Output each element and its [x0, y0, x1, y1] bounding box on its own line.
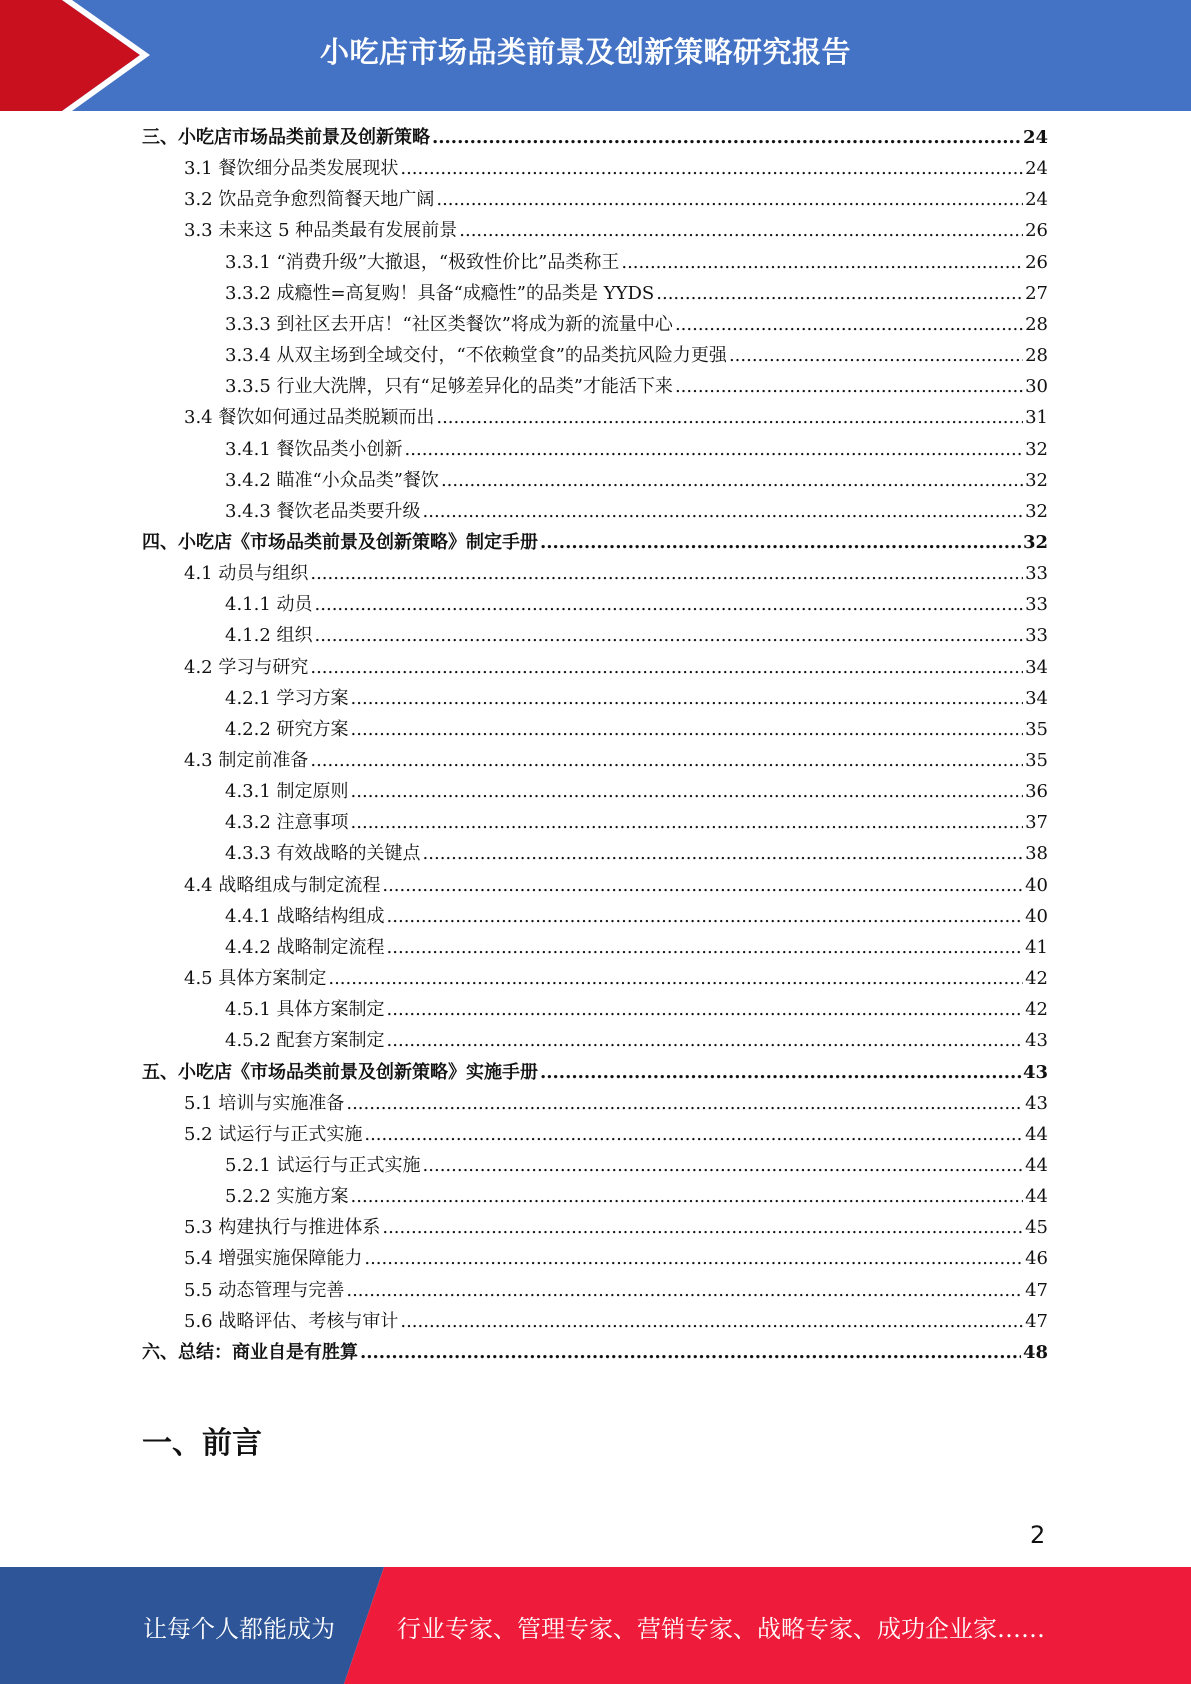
toc-entry[interactable] — [184, 220, 1048, 242]
toc-entry-page: 45 — [1025, 1217, 1048, 1239]
toc-dot-leader — [656, 283, 1023, 305]
toc-entry-page: 43 — [1025, 1030, 1048, 1052]
toc-entry-label: 4.1.2 组织 — [225, 625, 313, 647]
toc-entry[interactable] — [184, 1093, 1048, 1115]
section-heading: 一、前言 — [142, 1426, 262, 1461]
toc-entry-label: 4.5.2 配套方案制定 — [225, 1030, 385, 1052]
toc-entry-label: 3.3 未来这 5 种品类最有发展前景 — [184, 220, 458, 242]
toc-dot-leader — [400, 158, 1023, 180]
toc-dot-leader — [351, 719, 1024, 741]
toc-entry-label: 4.1.1 动员 — [225, 594, 313, 616]
toc-entry[interactable] — [142, 1062, 1048, 1084]
toc-entry-label: 5.2.1 试运行与正式实施 — [225, 1154, 421, 1176]
toc-dot-leader — [540, 1062, 1021, 1084]
toc-entry-label: 5.5 动态管理与完善 — [184, 1279, 345, 1301]
toc-entry-page: 27 — [1025, 282, 1048, 304]
toc-entry-page: 47 — [1025, 1310, 1048, 1332]
toc-entry-label: 3.4.3 餐饮老品类要升级 — [225, 500, 421, 522]
toc-entry-page: 42 — [1025, 999, 1048, 1021]
toc-entry[interactable] — [184, 1311, 1048, 1333]
toc-entry[interactable] — [184, 563, 1048, 585]
toc-entry[interactable] — [225, 501, 1048, 523]
toc-entry-label: 3.4 餐饮如何通过品类脱颖而出 — [184, 407, 435, 429]
toc-entry-label: 3.1 餐饮细分品类发展现状 — [184, 158, 399, 180]
toc-entry[interactable] — [225, 345, 1048, 367]
toc-entry[interactable] — [225, 439, 1048, 461]
toc-entry-page: 37 — [1025, 812, 1048, 834]
toc-entry[interactable] — [225, 688, 1048, 710]
toc-entry-label: 4.4 战略组成与制定流程 — [184, 874, 381, 896]
toc-entry-label: 5.2.2 实施方案 — [225, 1186, 349, 1208]
toc-dot-leader — [423, 1155, 1024, 1177]
toc-entry-page: 24 — [1025, 158, 1048, 180]
toc-entry[interactable] — [225, 376, 1048, 398]
toc-entry[interactable] — [225, 999, 1048, 1021]
toc-entry[interactable] — [142, 127, 1048, 149]
toc-entry[interactable] — [142, 1342, 1048, 1364]
toc-dot-leader — [400, 1311, 1023, 1333]
toc-entry-label: 4.5 具体方案制定 — [184, 968, 327, 990]
toc-entry-label: 5.1 培训与实施准备 — [184, 1092, 345, 1114]
toc-entry-page: 24 — [1025, 189, 1048, 211]
toc-entry-page: 48 — [1022, 1341, 1048, 1363]
toc-entry-page: 40 — [1025, 874, 1048, 896]
toc-entry-page: 28 — [1025, 345, 1048, 367]
toc-entry[interactable] — [225, 906, 1048, 928]
toc-entry-page: 46 — [1025, 1248, 1048, 1270]
toc-dot-leader — [346, 1093, 1023, 1115]
toc-dot-leader — [382, 1217, 1023, 1239]
page-footer — [0, 1567, 1191, 1684]
toc-entry-page: 42 — [1025, 968, 1048, 990]
header-title: 小吃店市场品类前景及创新策略研究报告 — [320, 35, 852, 69]
toc-entry[interactable] — [225, 625, 1048, 647]
toc-entry-label: 五、小吃店《市场品类前景及创新策略》实施手册 — [142, 1061, 538, 1083]
toc-dot-leader — [423, 843, 1024, 865]
toc-entry-page: 33 — [1025, 563, 1048, 585]
toc-dot-leader — [540, 532, 1021, 554]
toc-entry-page: 34 — [1025, 687, 1048, 709]
toc-dot-leader — [360, 1342, 1021, 1364]
toc-entry[interactable] — [184, 875, 1048, 897]
toc-entry[interactable] — [184, 1280, 1048, 1302]
page-number: 2 — [1030, 1521, 1046, 1549]
toc-entry[interactable] — [225, 781, 1048, 803]
toc-entry[interactable] — [225, 283, 1048, 305]
toc-entry-page: 24 — [1022, 127, 1048, 148]
toc-dot-leader — [364, 1124, 1023, 1146]
toc-entry-page: 35 — [1025, 718, 1048, 740]
toc-entry-page: 41 — [1025, 936, 1048, 958]
toc-entry-label: 4.1 动员与组织 — [184, 563, 309, 585]
toc-entry-page: 47 — [1025, 1279, 1048, 1301]
toc-dot-leader — [382, 875, 1023, 897]
toc-dot-leader — [310, 750, 1023, 772]
toc-entry-label: 3.4.1 餐饮品类小创新 — [225, 438, 403, 460]
toc-entry[interactable] — [142, 532, 1048, 554]
toc-entry-label: 4.3.3 有效战略的关键点 — [225, 843, 421, 865]
toc-entry-page: 44 — [1025, 1154, 1048, 1176]
toc-entry[interactable] — [225, 843, 1048, 865]
toc-dot-leader — [387, 999, 1024, 1021]
toc-dot-leader — [441, 470, 1023, 492]
toc-entry[interactable] — [184, 657, 1048, 679]
toc-dot-leader — [423, 501, 1024, 523]
toc-entry-label: 3.3.2 成瘾性=高复购！具备“成瘾性”的品类是 YYDS — [225, 282, 655, 304]
toc-entry[interactable] — [184, 158, 1048, 180]
toc-entry-page: 32 — [1022, 531, 1048, 553]
toc-entry-page: 32 — [1025, 438, 1048, 460]
toc-entry-page: 38 — [1025, 843, 1048, 865]
toc-dot-leader — [459, 220, 1023, 242]
toc-dot-leader — [310, 563, 1023, 585]
toc-entry-label: 5.6 战略评估、考核与审计 — [184, 1310, 399, 1332]
toc-entry-page: 35 — [1025, 750, 1048, 771]
toc-dot-leader — [436, 407, 1023, 429]
toc-entry-page: 31 — [1025, 407, 1048, 429]
toc-entry-page: 33 — [1025, 594, 1048, 616]
toc-dot-leader — [621, 252, 1023, 274]
toc-dot-leader — [328, 968, 1023, 990]
toc-entry-page: 28 — [1025, 313, 1048, 335]
toc-entry[interactable] — [225, 812, 1048, 834]
toc-dot-leader — [387, 937, 1024, 959]
toc-dot-leader — [405, 439, 1024, 461]
toc-entry-label: 5.3 构建执行与推进体系 — [184, 1217, 381, 1239]
page-header — [0, 0, 1191, 111]
toc-entry-page: 32 — [1025, 500, 1048, 522]
toc-entry-label: 4.5.1 具体方案制定 — [225, 999, 385, 1021]
toc-entry-page: 43 — [1025, 1092, 1048, 1114]
toc-entry-page: 33 — [1025, 625, 1048, 647]
toc-entry-label: 3.3.4 从双主场到全域交付，“不依赖堂食”的品类抗风险力更强 — [225, 345, 727, 367]
toc-entry-page: 26 — [1025, 220, 1048, 242]
toc-entry-label: 5.4 增强实施保障能力 — [184, 1248, 363, 1270]
toc-dot-leader — [729, 345, 1023, 367]
toc-entry[interactable] — [225, 1030, 1048, 1052]
toc-entry[interactable] — [225, 937, 1048, 959]
toc-entry[interactable] — [225, 1155, 1048, 1177]
toc-entry-page: 32 — [1025, 469, 1048, 491]
toc-dot-leader — [387, 906, 1024, 928]
toc-entry-label: 3.4.2 瞄准“小众品类”餐饮 — [225, 469, 439, 491]
toc-entry-label: 4.4.1 战略结构组成 — [225, 905, 385, 927]
toc-entry[interactable] — [184, 407, 1048, 429]
toc-entry-page: 43 — [1022, 1061, 1048, 1083]
toc-entry-label: 3.3.3 到社区去开店！“社区类餐饮”将成为新的流量中心 — [225, 313, 673, 335]
footer-slogan-left: 让每个人都能成为 — [143, 1615, 335, 1643]
toc-entry-label: 4.3.1 制定原则 — [225, 781, 349, 803]
toc-entry[interactable] — [184, 750, 1048, 772]
footer-slogan-right: 行业专家、管理专家、营销专家、战略专家、成功企业家…… — [397, 1615, 1045, 1643]
toc-entry-label: 5.2 试运行与正式实施 — [184, 1123, 363, 1145]
toc-dot-leader — [351, 688, 1024, 710]
toc-dot-leader — [675, 314, 1023, 336]
toc-dot-leader — [364, 1248, 1023, 1270]
toc-entry-label: 4.2.1 学习方案 — [225, 687, 349, 709]
toc-entry-page: 30 — [1025, 376, 1048, 398]
toc-entry-label: 4.3.2 注意事项 — [225, 812, 349, 834]
toc-entry-page: 40 — [1025, 905, 1048, 927]
toc-dot-leader — [310, 657, 1023, 679]
toc-entry-page: 44 — [1025, 1123, 1048, 1145]
toc-entry[interactable] — [225, 594, 1048, 616]
toc-dot-leader — [387, 1030, 1024, 1052]
toc-dot-leader — [351, 1186, 1024, 1208]
toc-entry-label: 3.2 饮品竞争愈烈简餐天地广阔 — [184, 189, 435, 211]
toc-entry-page: 26 — [1025, 251, 1048, 273]
toc-entry-label: 4.3 制定前准备 — [184, 750, 309, 771]
toc-dot-leader — [351, 812, 1024, 834]
toc-entry[interactable] — [225, 314, 1048, 336]
toc-entry-label: 三、小吃店市场品类前景及创新策略 — [142, 127, 430, 148]
toc-entry-page: 34 — [1025, 656, 1048, 678]
toc-entry[interactable] — [225, 719, 1048, 741]
toc-dot-leader — [436, 189, 1023, 211]
toc-entry-label: 六、总结：商业自是有胜算 — [142, 1341, 358, 1363]
toc-entry[interactable] — [225, 1186, 1048, 1208]
toc-entry-label: 3.3.1 “消费升级”大撤退，“极致性价比”品类称王 — [225, 251, 620, 273]
toc-dot-leader — [315, 594, 1024, 616]
toc-entry[interactable] — [184, 968, 1048, 990]
toc-entry-label: 四、小吃店《市场品类前景及创新策略》制定手册 — [142, 531, 538, 553]
toc-dot-leader — [315, 625, 1024, 647]
toc-dot-leader — [346, 1280, 1023, 1302]
toc-entry-label: 4.2.2 研究方案 — [225, 718, 349, 740]
toc-entry-label: 3.3.5 行业大洗牌，只有“足够差异化的品类”才能活下来 — [225, 376, 673, 398]
toc-entry[interactable] — [184, 1217, 1048, 1239]
toc-dot-leader — [432, 127, 1021, 149]
toc-entry[interactable] — [184, 189, 1048, 211]
toc-entry[interactable] — [225, 470, 1048, 492]
toc-entry-page: 44 — [1025, 1186, 1048, 1208]
toc-entry[interactable] — [184, 1124, 1048, 1146]
toc-entry[interactable] — [184, 1248, 1048, 1270]
toc-entry-label: 4.4.2 战略制定流程 — [225, 936, 385, 958]
toc-entry-label: 4.2 学习与研究 — [184, 656, 309, 678]
toc-dot-leader — [675, 376, 1023, 398]
toc-entry[interactable] — [225, 252, 1048, 274]
toc-dot-leader — [351, 781, 1024, 803]
toc-entry-page: 36 — [1025, 781, 1048, 803]
